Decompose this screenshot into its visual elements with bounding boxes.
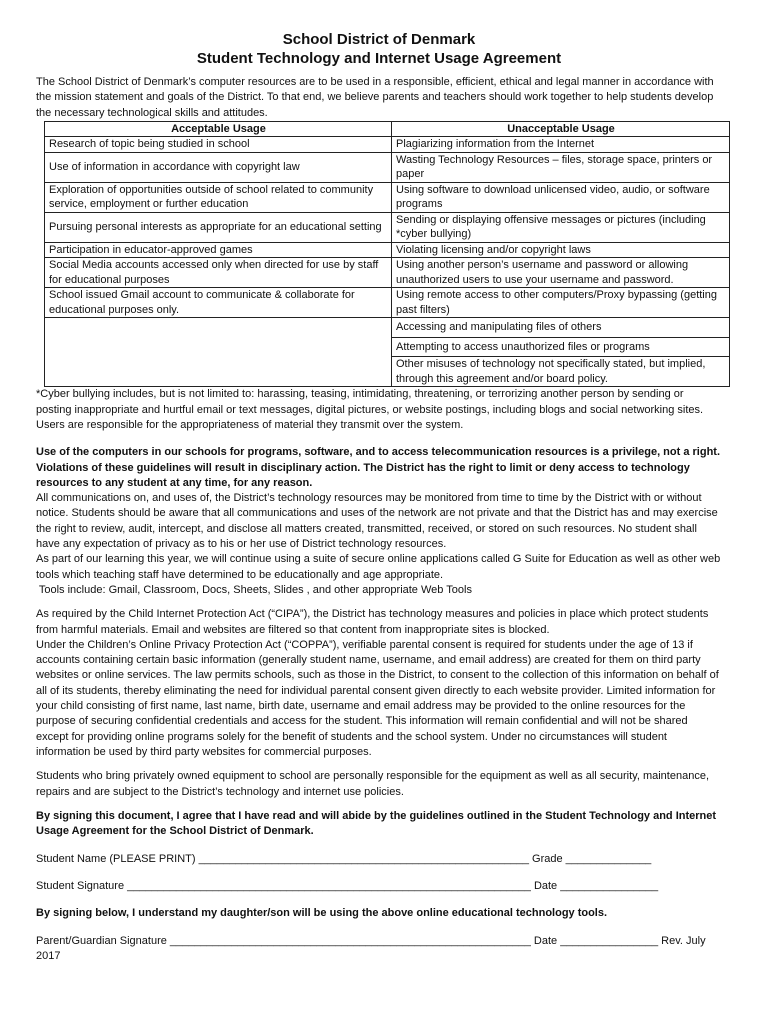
acceptable-header: Acceptable Usage [45,121,392,137]
acceptable-cell: Use of information in accordance with copyright law [45,152,392,182]
intro-paragraph: The School District of Denmark’s computer resources are to be used in a responsible, efficient, ethical and legal manner in accordance with the mission statement and goals of the District. To that end, we believe parents and teachers should work together to help students develop the necessary technological skills and attitudes. [36,76,714,119]
acceptable-cell: Exploration of opportunities outside of school related to community service, employment or further education [45,182,392,212]
gsuite-paragraph: As part of our learning this year, we will continue using a suite of secure online applications called G Suite for Education as well as other web tools which teaching staff have determined to be educationally and age appropriate. [36,553,721,581]
equipment-paragraph: Students who bring privately owned equipment to school are personally responsible for the equipment as well as all security, maintenance, repairs and are subject to the District’s technology and internet use policies. [36,770,710,798]
unacceptable-cell: Sending or displaying offensive messages or pictures (including *cyber bullying) [392,212,730,242]
privilege-statement: Use of the computers in our schools for programs, software, and to access telecommunication resources is a privilege, not a right. Violations of these guidelines will result in disciplinary action. The District has the right to limit or deny access to technology resources to any student at any time, for any reason. [36,446,721,489]
acceptable-cell: Research of topic being studied in school [45,137,392,153]
unacceptable-cell: Using software to download unlicensed video, audio, or software programs [392,182,730,212]
student-name-line[interactable]: Student Name (PLEASE PRINT) ______________________________________________________ Grade ______________ [36,853,652,866]
usage-table [44,121,730,388]
unacceptable-header: Unacceptable Usage [392,121,730,137]
parent-signature-line[interactable]: Parent/Guardian Signature ___________________________________________________________ Date ________________ Rev. July 2017 [36,934,706,962]
acceptable-cell: Social Media accounts accessed only when directed for use by staff for educational purposes [45,258,392,288]
unacceptable-cell: Plagiarizing information from the Internet [392,137,730,153]
acceptable-cell: Pursuing personal interests as appropriate for an educational setting [45,212,392,242]
title-line-1: School District of Denmark [282,31,476,48]
tools-line: Tools include: Gmail, Classroom, Docs, Sheets, Slides , and other appropriate Web Tools [36,583,472,596]
unacceptable-cell: Accessing and manipulating files of others [392,318,730,338]
title-line-2: Student Technology and Internet Usage Agreement [196,50,562,67]
acceptable-cell: Participation in educator-approved games [45,242,392,258]
agreement-document [36,30,722,964]
unacceptable-cell: Using another person’s username and password or allowing unauthorized users to use your username and password. [392,258,730,288]
unacceptable-cell: Violating licensing and/or copyright laws [392,242,730,258]
acceptable-cell: School issued Gmail account to communicate & collaborate for educational purposes only. [45,288,392,318]
signing-statement: By signing this document, I agree that I have read and will abide by the guidelines outlined in the Student Technology and Internet Usage Agreement for the School District of Denmark. [36,809,717,838]
acceptable-empty-cell [45,318,392,387]
unacceptable-cell: Wasting Technology Resources – files, storage space, printers or paper [392,152,730,182]
unacceptable-cell: Other misuses of technology not specifically stated, but implied, through this agreement and/or board policy. [392,357,730,387]
student-signature-line[interactable]: Student Signature __________________________________________________________________ Date ________________ [36,880,659,893]
monitoring-paragraph: All communications on, and uses of, the District’s technology resources may be monitored from time to time by the District with or without notice. Students should be aware that all communications and uses of the network are not private and that the District has and may exercise the right to review, audit, intercept, and disclose all matters created, transmitted, received, or stored on such resources. No student shall have any expectation of privacy as to his or her use of District technology resources. [36,492,718,551]
coppa-paragraph: Under the Children’s Online Privacy Protection Act (“COPPA”), verifiable parental consent is required for students under the age of 13 if accounts containing certain basic information (generally student name, username, and email address) are created for them on third party websites or online services. The law permits schools, such as those in the District, to consent to the collection of this information on behalf of all of its students, thereby eliminating the need for individual parental consent given directly to each website provider. Limited information for your child consisting of first name, last name, birth date, username and email address may be provided to the online resources for the purpose of securing confidential credentials and access for the student. This information will remain confidential and will not be shared except for providing online programs solely for the benefit of students and the school system. Under no circumstances will student information be used by third party websites for commercial purposes. [36,638,719,758]
unacceptable-cell: Attempting to access unauthorized files or programs [392,337,730,357]
cipa-paragraph: As required by the Child Internet Protection Act (“CIPA”), the District has technology measures and policies in place which protect students from harmful materials. Email and websites are filtered so that content from inappropriate sites is blocked. [36,608,709,636]
cyber-bullying-note: *Cyber bullying includes, but is not limited to: harassing, teasing, intimidating, threatening, or terrorizing another person by sending or posting inappropriate and hurtful email or text messages, digital pictures, or website postings, including blogs and social networking sites. Users are responsible for the appropriateness of material they transmit over the system. [36,388,704,431]
unacceptable-cell: Using remote access to other computers/Proxy bypassing (getting past filters) [392,288,730,318]
parent-statement: By signing below, I understand my daughter/son will be using the above online educational technology tools. [36,907,608,920]
